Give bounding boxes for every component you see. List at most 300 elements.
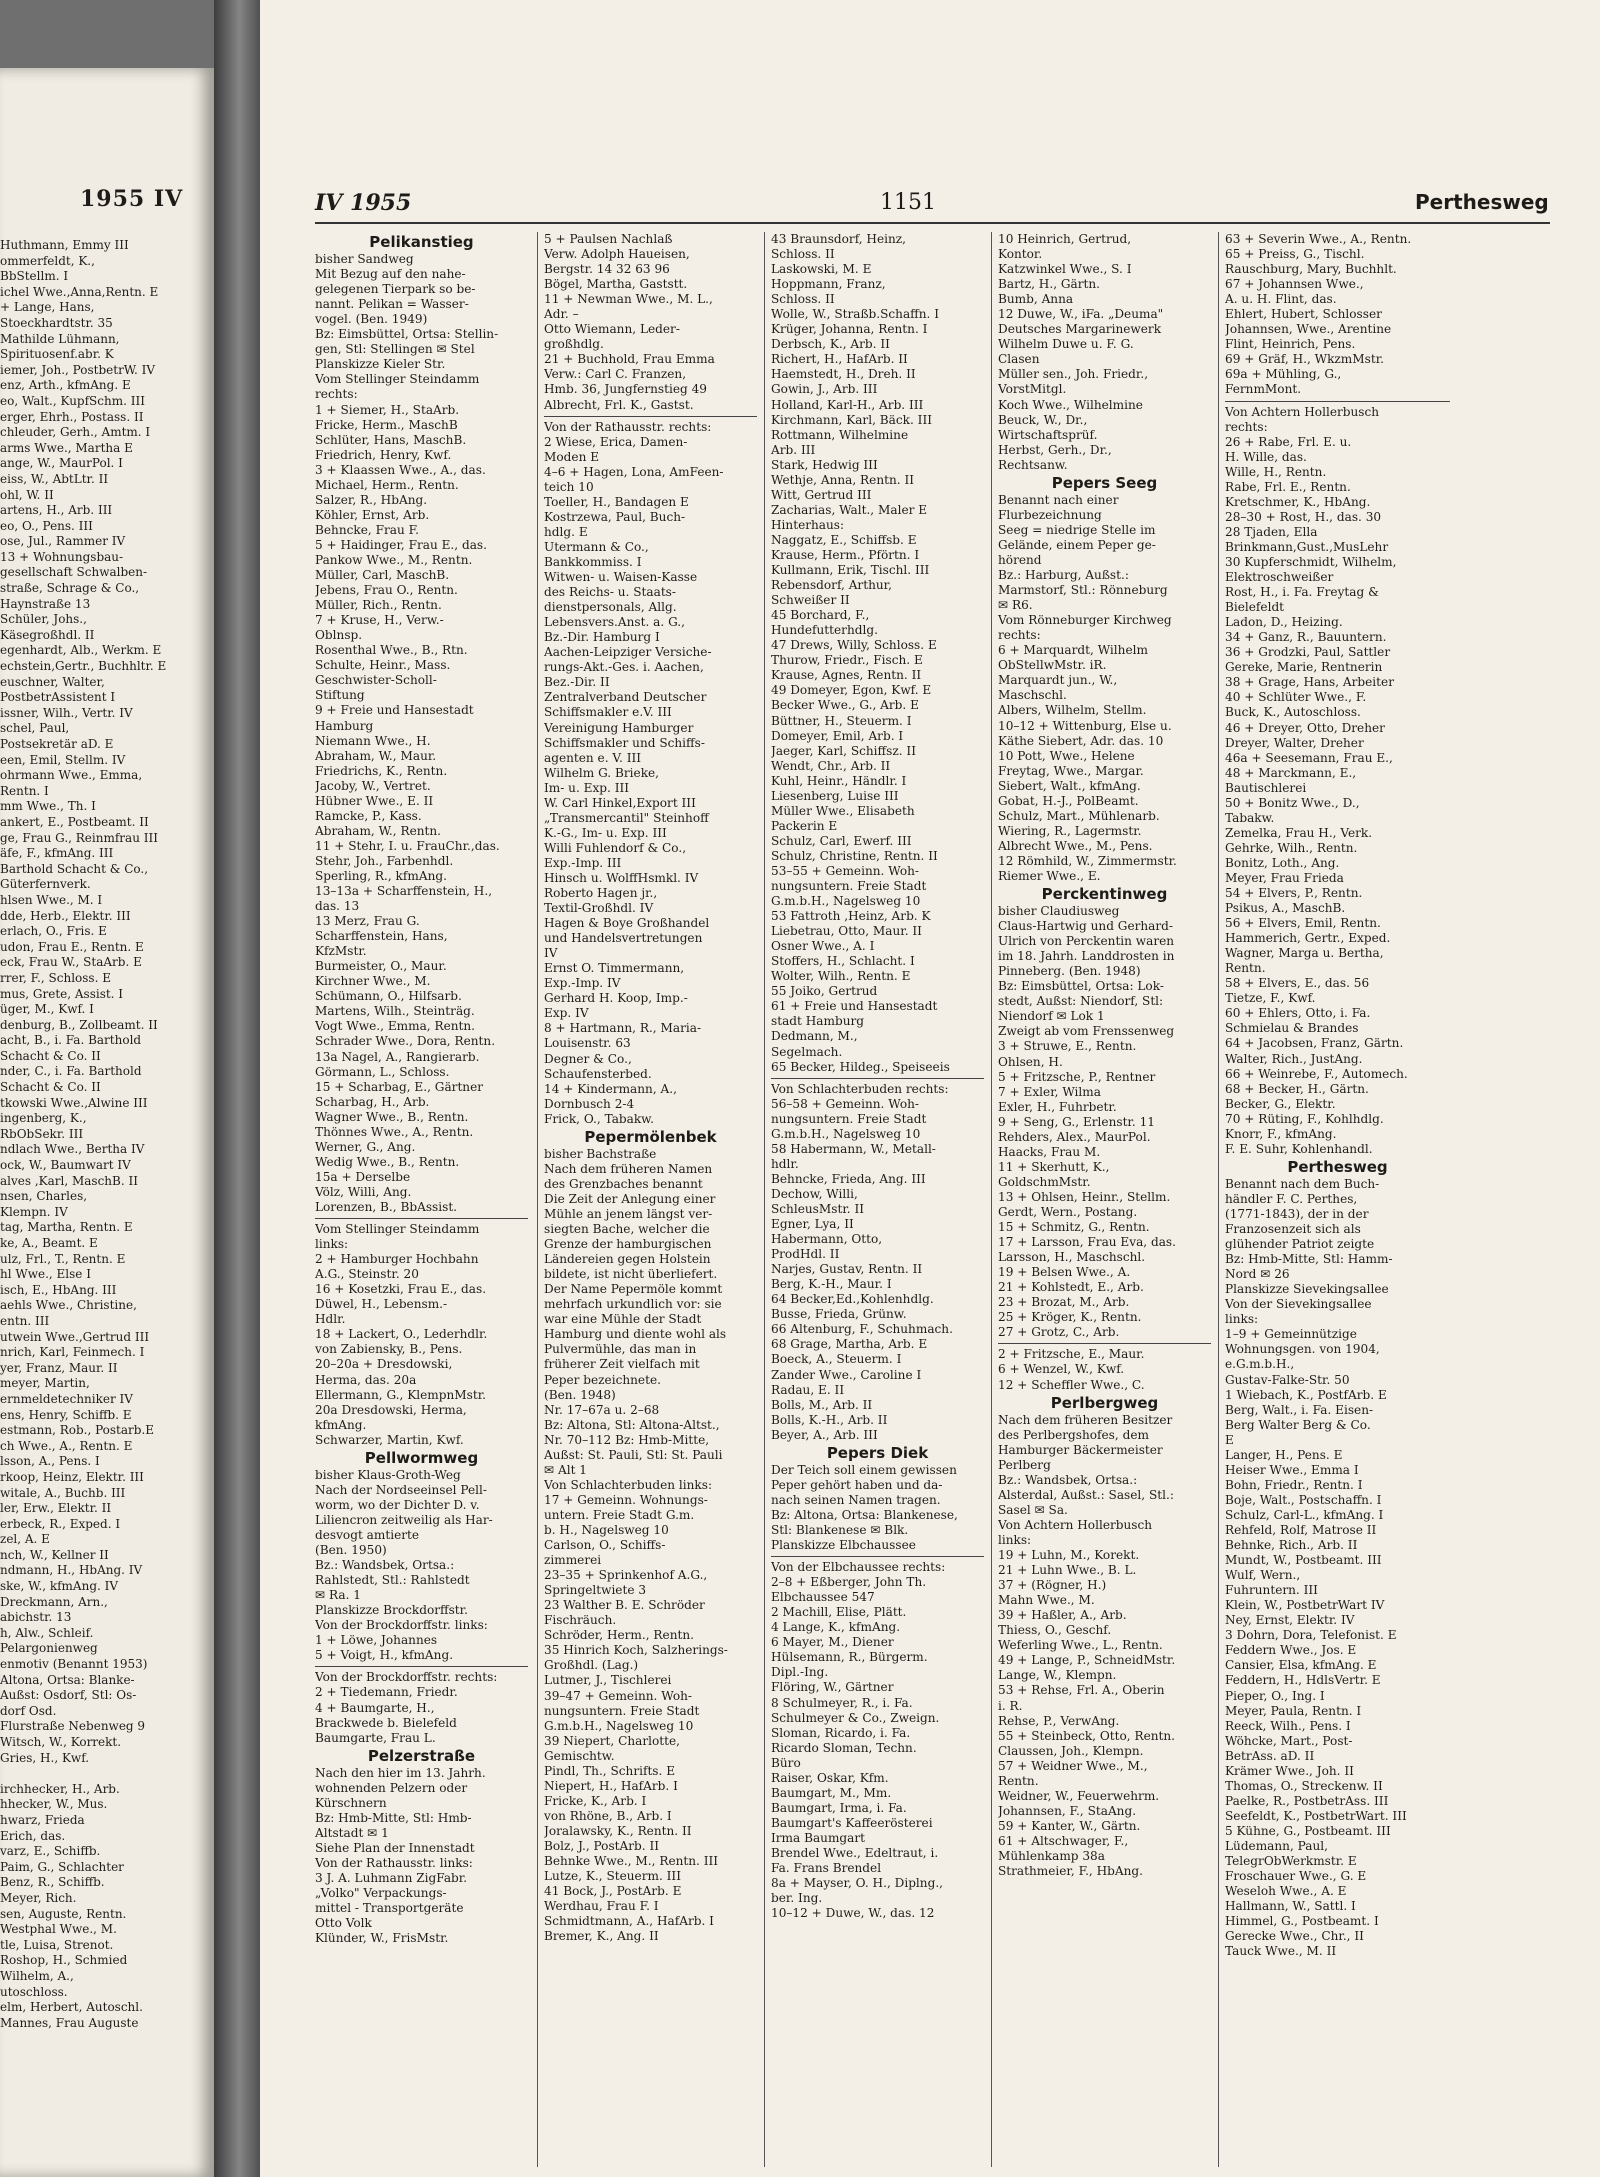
directory-entry: 68 + Becker, H., Gärtn. bbox=[1225, 1081, 1369, 1096]
directory-entry: Rehfeld, Rolf, Matrose II bbox=[1225, 1522, 1377, 1537]
left-page-line: elm, Herbert, Autoschl. bbox=[0, 2000, 143, 2015]
directory-entry: Bez.-Dir. II bbox=[544, 675, 610, 690]
directory-entry: Seeg = niedrige Stelle im bbox=[998, 522, 1156, 537]
directory-entry: Irma Baumgart bbox=[771, 1830, 866, 1845]
directory-entry: Ulrich von Perckentin waren bbox=[998, 934, 1175, 949]
left-page-line: dorf Osd. bbox=[0, 1703, 57, 1718]
directory-entry: Elbchaussee 547 bbox=[771, 1590, 875, 1605]
directory-entry: Büro bbox=[771, 1755, 801, 1770]
directory-entry: Raiser, Oskar, Kfm. bbox=[771, 1770, 889, 1785]
directory-entry: Schlüter, Hans, MaschB. bbox=[315, 432, 467, 447]
directory-entry: 2–8 + Eßberger, John Th. bbox=[771, 1575, 927, 1590]
directory-entry: Nr. 17–67a u. 2–68 bbox=[544, 1402, 660, 1417]
directory-entry: Hammerich, Gertr., Exped. bbox=[1225, 931, 1391, 946]
left-page-line: erger, Ehrh., Postass. II bbox=[0, 409, 144, 424]
directory-entry: Scharbag, H., Arb. bbox=[315, 1094, 430, 1109]
directory-entry: (1771-1843), der in der bbox=[1225, 1207, 1369, 1221]
left-page-line: eo, O., Pens. III bbox=[0, 518, 93, 533]
directory-entry: Lutze, K., Steuerm. III bbox=[544, 1869, 681, 1884]
directory-entry: 39 Niepert, Charlotte, bbox=[544, 1733, 680, 1748]
directory-entry: Stl: Blankenese ✉ Blk. bbox=[771, 1522, 909, 1537]
book-gutter bbox=[214, 0, 260, 2177]
left-page-line: straße, Schrage & Co., bbox=[0, 581, 140, 596]
directory-entry: 34 + Ganz, R., Bauuntern. bbox=[1225, 630, 1387, 645]
directory-entry: nungsuntern. Freie Stadt bbox=[771, 879, 927, 894]
directory-entry: 23 Walther B. E. Schröder bbox=[544, 1598, 705, 1613]
directory-entry: und Handelsvertretungen bbox=[544, 931, 703, 946]
directory-entry: Düwel, H., Lebensm.- bbox=[315, 1297, 448, 1312]
directory-entry: Von Achtern Hollerbusch bbox=[1225, 404, 1380, 419]
directory-entry: 39 + Haßler, A., Arb. bbox=[998, 1608, 1127, 1623]
directory-entry: Rabe, Frl. E., Rentn. bbox=[1225, 479, 1351, 494]
directory-entry: Jebens, Frau O., Rentn. bbox=[315, 583, 458, 598]
directory-entry: Werdhau, Frau F. I bbox=[544, 1899, 659, 1914]
directory-entry: 2 + Fritzsche, E., Maur. bbox=[998, 1347, 1145, 1362]
directory-entry: Dechow, Willi, bbox=[771, 1186, 858, 1201]
directory-entry: 69 + Gräf, H., WkzmMstr. bbox=[1225, 352, 1385, 367]
directory-entry: des Grenzbaches benannt bbox=[544, 1176, 703, 1191]
directory-entry: agenten e. V. III bbox=[544, 750, 642, 765]
left-page-line: Meyer, Rich. bbox=[0, 1890, 77, 1905]
directory-entry: 11 + Newman Wwe., M. L., bbox=[544, 292, 713, 307]
left-page-line: Witsch, W., Korrekt. bbox=[0, 1735, 122, 1749]
directory-entry: Bz: Hmb-Mitte, Stl: Hmb- bbox=[315, 1810, 472, 1825]
directory-entry: links: bbox=[1225, 1312, 1259, 1327]
directory-entry: Schulz, Mart., Mühlenarb. bbox=[998, 808, 1160, 823]
left-page-line: eck, Frau W., StaArb. E bbox=[0, 955, 142, 970]
left-page-line: 13 + Wohnungsbau- bbox=[0, 549, 124, 564]
left-page-line: Wilhelm, A., bbox=[0, 1968, 74, 1983]
left-page-line: hhecker, W., Mus. bbox=[0, 1797, 108, 1812]
directory-entry: Bremer, K., Ang. II bbox=[544, 1929, 659, 1944]
directory-entry: Haemstedt, H., Dreh. II bbox=[771, 367, 916, 382]
directory-entry: Thurow, Friedr., Fisch. E bbox=[771, 653, 923, 668]
directory-entry: Kullmann, Erik, Tischl. III bbox=[771, 563, 930, 578]
directory-entry: früherer Zeit vielfach mit bbox=[544, 1357, 700, 1372]
left-page-line: irchhecker, H., Arb. bbox=[0, 1781, 120, 1796]
directory-entry: Wolle, W., Straßb.Schaffn. I bbox=[771, 307, 940, 322]
directory-entry: Rebensdorf, Arthur, bbox=[771, 578, 892, 593]
directory-entry: Weidner, W., Feuerwehrm. bbox=[998, 1788, 1160, 1803]
directory-entry: Gowin, J., Arb. III bbox=[771, 382, 878, 397]
directory-entry: GoldschmMstr. bbox=[998, 1174, 1091, 1189]
directory-entry: Perlberg bbox=[998, 1457, 1051, 1472]
directory-entry: Ernst O. Timmermann, bbox=[544, 961, 685, 976]
left-page-line: zel, A. E bbox=[0, 1532, 50, 1547]
directory-entry: Witwen- u. Waisen-Kasse bbox=[544, 570, 698, 585]
directory-entry: Weferling Wwe., L., Rentn. bbox=[998, 1638, 1163, 1653]
directory-entry: 2 Wiese, Erica, Damen- bbox=[544, 434, 688, 449]
directory-entry: Riemer Wwe., E. bbox=[998, 868, 1101, 883]
directory-entry: Nord ✉ 26 bbox=[1225, 1267, 1290, 1282]
directory-entry: 57 + Weidner Wwe., M., bbox=[998, 1758, 1148, 1773]
directory-entry: Nach dem früheren Namen bbox=[544, 1161, 713, 1176]
directory-entry: Abraham, W., Maur. bbox=[315, 748, 437, 763]
directory-entry: Verw.: Carl C. Franzen, bbox=[544, 367, 687, 382]
directory-entry: „Volko" Verpackungs- bbox=[315, 1886, 447, 1901]
section-separator bbox=[1225, 401, 1450, 402]
directory-entry: 13 + Ohlsen, Heinr., Stellm. bbox=[998, 1189, 1171, 1204]
directory-entry: Ellermann, G., KlempnMstr. bbox=[315, 1387, 487, 1402]
directory-entry: Der Name Pepermöle kommt bbox=[544, 1282, 723, 1297]
directory-entry: TelegrObWerkmstr. E bbox=[1225, 1854, 1357, 1869]
directory-entry: Bolls, K.-H., Arb. II bbox=[771, 1412, 888, 1427]
directory-entry: Ramcke, P., Kass. bbox=[315, 808, 422, 823]
left-page-line: + Lange, Hans, bbox=[0, 300, 95, 315]
directory-entry: 61 + Altschwager, F., bbox=[998, 1833, 1129, 1848]
directory-entry: Von Schlachterbuden links: bbox=[544, 1477, 713, 1492]
directory-entry: Brendel Wwe., Edeltraut, i. bbox=[771, 1845, 939, 1860]
directory-entry: 66 + Weinrebe, F., Automech. bbox=[1225, 1066, 1408, 1081]
left-page-line: ock, W., Baumwart IV bbox=[0, 1158, 131, 1173]
directory-entry: Von der Rathausstr. rechts: bbox=[544, 419, 712, 434]
directory-entry: Wethje, Anna, Rentn. II bbox=[771, 472, 914, 487]
directory-entry: Clasen bbox=[998, 352, 1040, 367]
directory-entry: Hagen & Boye Großhandel bbox=[544, 916, 710, 931]
left-page-line: varz, E., Schiffb. bbox=[0, 1844, 101, 1859]
directory-entry: 5 + Fritzsche, P., Rentner bbox=[998, 1069, 1156, 1084]
directory-entry: Hoppmann, Franz, bbox=[771, 277, 886, 292]
directory-entry: stadt Hamburg bbox=[771, 1014, 865, 1029]
directory-entry: wohnenden Pelzern oder bbox=[315, 1780, 468, 1795]
directory-entry: 1 + Löwe, Johannes bbox=[315, 1633, 438, 1648]
directory-entry: 21 + Buchhold, Frau Emma bbox=[544, 352, 715, 367]
directory-entry: Bartz, H., Gärtn. bbox=[998, 277, 1101, 292]
directory-entry: ✉ R6. bbox=[998, 598, 1033, 613]
directory-entry: 23 + Brozat, M., Arb. bbox=[998, 1295, 1130, 1310]
directory-entry: Vom Stellinger Steindamm bbox=[315, 1222, 480, 1237]
left-page-line: äfe, F., kfmAng. III bbox=[0, 846, 114, 861]
directory-entry: glühender Patriot zeigte bbox=[1225, 1237, 1375, 1252]
directory-entry: Hamburg und diente wohl als bbox=[544, 1327, 727, 1342]
directory-entry: Schloss. II bbox=[771, 292, 835, 307]
directory-entry: Koch Wwe., Wilhelmine bbox=[998, 397, 1143, 412]
left-page-line: ohl, W. II bbox=[0, 487, 54, 502]
directory-entry: 15 + Scharbag, E., Gärtner bbox=[315, 1079, 484, 1094]
directory-entry: Gelände, einem Peper ge- bbox=[998, 537, 1156, 552]
column-divider bbox=[1218, 232, 1219, 2167]
directory-entry: Liesenberg, Luise III bbox=[771, 788, 899, 803]
directory-entry: rechts: bbox=[998, 628, 1041, 643]
directory-entry: 53 Fattroth ,Heinz, Arb. K bbox=[771, 909, 931, 924]
directory-entry: 27 + Grotz, C., Arb. bbox=[998, 1325, 1120, 1340]
directory-entry: Behnke, Rich., Arb. II bbox=[1225, 1538, 1358, 1553]
directory-entry: nach seinen Namen tragen. bbox=[771, 1492, 941, 1507]
directory-entry: stedt, Außst: Niendorf, Stl: bbox=[998, 994, 1164, 1009]
left-page-line: h, Alw., Schleif. bbox=[0, 1625, 94, 1640]
left-page-line: udon, Frau E., Rentn. E bbox=[0, 939, 144, 954]
directory-entry: Schweißer II bbox=[771, 593, 850, 608]
left-page-line: witale, A., Buchb. III bbox=[0, 1485, 126, 1500]
directory-entry: Baumgart's Kaffeerösterei bbox=[771, 1815, 933, 1830]
directory-entry: 23–35 + Sprinkenhof A.G., bbox=[544, 1568, 708, 1583]
directory-entry: Krause, Agnes, Rentn. II bbox=[771, 668, 922, 683]
left-page-line: Mathilde Lühmann, bbox=[0, 331, 120, 346]
directory-entry: Bankkommiss. I bbox=[544, 554, 642, 569]
directory-entry: Berg, Walt., i. Fa. Eisen- bbox=[1225, 1402, 1374, 1417]
directory-entry: Joralawsky, K., Rentn. II bbox=[544, 1823, 692, 1838]
directory-entry: 16 + Kosetzki, Frau E., das. bbox=[315, 1282, 487, 1297]
directory-entry: Kirchmann, Karl, Bäck. III bbox=[771, 412, 932, 427]
directory-entry: ObStellwMstr. iR. bbox=[998, 658, 1107, 673]
directory-entry: 40 + Schlüter Wwe., F. bbox=[1225, 690, 1367, 705]
directory-column-2 bbox=[544, 232, 757, 2172]
directory-entry: 70 + Rüting, F., Kohlhdlg. bbox=[1225, 1111, 1384, 1126]
left-page-line: eiss, W., AbtLtr. II bbox=[0, 471, 109, 486]
directory-entry: A.G., Steinstr. 20 bbox=[315, 1267, 419, 1282]
directory-column-3 bbox=[771, 232, 984, 2172]
directory-entry: Louisenstr. 63 bbox=[544, 1036, 631, 1051]
directory-entry: Vom Stellinger Steindamm bbox=[315, 372, 480, 387]
directory-entry: nungsuntern. Freie Stadt bbox=[544, 1703, 700, 1718]
left-page-line: nder, C., i. Fa. Barthold bbox=[0, 1064, 142, 1079]
directory-entry: Großhdl. (Lag.) bbox=[544, 1658, 639, 1673]
directory-entry: Nach der Nordseeinsel Pell- bbox=[315, 1482, 487, 1497]
left-page-header: 1955 IV bbox=[80, 186, 184, 212]
directory-entry: G.m.b.H., Nagelsweg 10 bbox=[544, 1718, 694, 1733]
directory-entry: Wedig Wwe., B., Rentn. bbox=[315, 1154, 460, 1169]
left-page-line: egenhardt, Alb., Werkm. E bbox=[0, 643, 162, 658]
directory-entry: Schiffsmakler e.V. III bbox=[544, 705, 672, 720]
directory-entry: Freytag, Wwe., Margar. bbox=[998, 763, 1144, 778]
directory-entry: 6 Mayer, M., Diener bbox=[771, 1635, 894, 1650]
directory-entry: Albrecht Wwe., M., Pens. bbox=[998, 838, 1153, 853]
directory-entry: 14 + Kindermann, A., bbox=[544, 1081, 677, 1096]
directory-entry: Stoffers, H., Schlacht. I bbox=[771, 954, 915, 969]
directory-entry: ✉ Ra. 1 bbox=[315, 1588, 361, 1603]
directory-entry: Claus-Hartwig und Gerhard- bbox=[998, 919, 1173, 934]
left-page-line: een, Emil, Stellm. IV bbox=[0, 752, 126, 767]
directory-entry: Fa. Frans Brendel bbox=[771, 1861, 882, 1876]
left-page-line: meyer, Martin, bbox=[0, 1376, 90, 1391]
left-page-line: ohrmann Wwe., Emma, bbox=[0, 768, 143, 783]
directory-entry: Bergstr. 14 32 63 96 bbox=[544, 262, 670, 277]
directory-entry: Boje, Walt., Postschaffn. I bbox=[1225, 1492, 1382, 1507]
directory-entry: großhdlg. bbox=[544, 337, 604, 352]
left-page-line: estmann, Rob., Postarb.E bbox=[0, 1423, 155, 1438]
directory-entry: Nach dem früheren Besitzer bbox=[998, 1412, 1173, 1427]
directory-entry: Adr. – bbox=[544, 307, 579, 322]
directory-entry: 67 + Johannsen Wwe., bbox=[1225, 277, 1364, 292]
directory-entry: Dipl.-Ing. bbox=[771, 1665, 829, 1680]
directory-entry: Jaeger, Karl, Schiffsz. II bbox=[771, 743, 916, 758]
directory-entry: Behncke, Frieda, Ang. III bbox=[771, 1171, 926, 1186]
directory-entry: 30 Kupferschmidt, Wilhelm, bbox=[1225, 554, 1397, 569]
directory-entry: Krause, Herm., Pförtn. I bbox=[771, 547, 920, 562]
directory-entry: Schröder, Herm., Rentn. bbox=[544, 1628, 694, 1643]
directory-entry: Köhler, Ernst, Arb. bbox=[315, 507, 430, 522]
directory-entry: Bautischlerei bbox=[1225, 780, 1307, 795]
directory-entry: Bumb, Anna bbox=[998, 292, 1074, 307]
directory-entry: Käthe Siebert, Adr. das. 10 bbox=[998, 733, 1164, 748]
directory-entry: 10 Pott, Wwe., Helene bbox=[998, 748, 1135, 763]
directory-entry: Sasel ✉ Sa. bbox=[998, 1502, 1068, 1517]
directory-entry: Liebetrau, Otto, Maur. II bbox=[771, 924, 922, 939]
main-page bbox=[260, 0, 1600, 2177]
directory-entry: Wohnungsgen. von 1904, bbox=[1225, 1342, 1380, 1357]
left-page-line: ose, Jul., Rammer IV bbox=[0, 534, 126, 549]
directory-entry: 3 + Klaassen Wwe., A., das. bbox=[315, 462, 486, 477]
directory-entry: Salzer, R., HbAng. bbox=[315, 492, 428, 507]
directory-entry: siegten Bache, welcher die bbox=[544, 1222, 710, 1237]
directory-entry: Herma, das. 20a bbox=[315, 1372, 417, 1387]
directory-entry: Wöhcke, Mart., Post- bbox=[1225, 1733, 1353, 1748]
directory-entry: Feddern, H., HdlsVertr. E bbox=[1225, 1673, 1381, 1688]
directory-entry: Schloss. II bbox=[771, 247, 835, 262]
directory-entry: Pieper, O., Ing. I bbox=[1225, 1688, 1325, 1703]
directory-entry: 11 + Skerhutt, K., bbox=[998, 1159, 1110, 1174]
directory-entry: vogel. (Ben. 1949) bbox=[315, 312, 428, 327]
column-divider bbox=[537, 232, 538, 2167]
section-separator bbox=[315, 1218, 528, 1219]
directory-entry: Müller, Carl, MaschB. bbox=[315, 568, 450, 583]
directory-entry: 65 Becker, Hildeg., Speiseeis bbox=[771, 1059, 950, 1074]
directory-entry: Behncke, Frau F. bbox=[315, 522, 419, 537]
directory-entry: 2 + Hamburger Hochbahn bbox=[315, 1252, 479, 1267]
directory-entry: Bz.: Wandsbek, Ortsa.: bbox=[315, 1558, 455, 1573]
directory-entry: Planskizze Sievekingsallee bbox=[1225, 1282, 1389, 1297]
directory-entry: Brackwede b. Bielefeld bbox=[315, 1715, 457, 1730]
left-page-line: artens, H., Arb. III bbox=[0, 503, 113, 518]
directory-entry: Otto Volk bbox=[315, 1916, 372, 1931]
directory-entry: Gerdt, Wern., Postang. bbox=[998, 1205, 1138, 1219]
left-page-line: tkowski Wwe.,Alwine III bbox=[0, 1095, 148, 1110]
directory-entry: Gustav-Falke-Str. 50 bbox=[1225, 1372, 1350, 1387]
left-page-line: mus, Grete, Assist. I bbox=[0, 986, 124, 1001]
directory-entry: Wiering, R., Lagermstr. bbox=[998, 823, 1142, 838]
directory-entry: Mühlenkamp 38a bbox=[998, 1848, 1105, 1863]
directory-entry: Elektroschweißer bbox=[1225, 570, 1334, 585]
directory-entry: Strathmeier, F., HbAng. bbox=[998, 1864, 1144, 1879]
directory-entry: Gobat, H.-J., PolBeamt. bbox=[998, 793, 1139, 808]
left-page-line: erbeck, R., Exped. I bbox=[0, 1516, 121, 1531]
directory-entry: Ohlsen, H. bbox=[998, 1054, 1063, 1069]
directory-entry: W. Carl Hinkel,Export III bbox=[544, 795, 696, 810]
left-page-line: isch, E., HbAng. III bbox=[0, 1282, 117, 1297]
directory-entry: bisher Klaus-Groth-Weg bbox=[315, 1467, 461, 1482]
directory-entry: Claussen, Joh., Klempn. bbox=[998, 1743, 1144, 1758]
left-page-line: Rentn. I bbox=[0, 783, 49, 798]
street-heading: Pepers Diek bbox=[826, 1443, 929, 1462]
directory-entry: Zander Wwe., Caroline I bbox=[771, 1367, 922, 1382]
directory-entry: 39–47 + Gemeinn. Woh- bbox=[544, 1688, 692, 1703]
directory-entry: 5 + Paulsen Nachlaß bbox=[544, 232, 673, 246]
directory-entry: „Transmercantil" Steinhoff bbox=[544, 810, 709, 825]
directory-column-1 bbox=[315, 232, 528, 2172]
directory-entry: Kretschmer, K., HbAng. bbox=[1225, 494, 1371, 509]
directory-entry: 66 Altenburg, F., Schuhmach. bbox=[771, 1322, 953, 1337]
directory-entry: Zentralverband Deutscher bbox=[544, 690, 707, 705]
directory-entry: Meyer, Frau Frieda bbox=[1225, 870, 1344, 885]
directory-entry: Siebert, Walt., kfmAng. bbox=[998, 778, 1141, 793]
directory-entry: 15a + Derselbe bbox=[315, 1169, 411, 1184]
directory-entry: Rauschburg, Mary, Buchhlt. bbox=[1225, 262, 1397, 277]
directory-entry: Wulf, Wern., bbox=[1225, 1568, 1301, 1583]
directory-entry: Krüger, Johanna, Rentn. I bbox=[771, 322, 928, 337]
directory-entry: 3 Dohrn, Dora, Telefonist. E bbox=[1225, 1628, 1397, 1643]
left-page-line: Altona, Ortsa: Blanke- bbox=[0, 1672, 135, 1687]
left-page-line: Benz, R., Schiffb. bbox=[0, 1875, 105, 1890]
directory-entry: KfzMstr. bbox=[315, 944, 367, 959]
section-separator bbox=[771, 1078, 984, 1079]
left-page-line: Außst: Osdorf, Stl: Os- bbox=[0, 1688, 137, 1703]
directory-entry: Bz: Eimsbüttel, Ortsa: Stellin- bbox=[315, 327, 499, 342]
directory-entry: Müller Wwe., Elisabeth bbox=[771, 803, 915, 818]
directory-entry: Mahn Wwe., M. bbox=[998, 1593, 1095, 1608]
directory-entry: Degner & Co., bbox=[544, 1051, 632, 1066]
directory-entry: Zacharias, Walt., Maler E bbox=[771, 502, 928, 517]
left-page-line: utoschloss. bbox=[0, 1984, 68, 1999]
directory-entry: Vereinigung Hamburger bbox=[544, 720, 694, 735]
left-page-line: ingenberg, K., bbox=[0, 1111, 87, 1126]
directory-entry: Friedrichs, K., Rentn. bbox=[315, 763, 448, 778]
directory-entry: Kostrzewa, Paul, Buch- bbox=[544, 509, 686, 524]
directory-entry: Außst: St. Pauli, Stl: St. Pauli bbox=[544, 1447, 723, 1462]
directory-entry: Benannt nach einer bbox=[998, 492, 1119, 507]
directory-entry: Thiess, O., Geschf. bbox=[998, 1623, 1112, 1638]
directory-entry: Fricke, Herm., MaschB bbox=[315, 417, 458, 432]
directory-entry: Verw. Adolph Haueisen, bbox=[544, 247, 690, 262]
directory-entry: Bz.: Harburg, Außst.: bbox=[998, 568, 1129, 583]
directory-entry: (Ben. 1948) bbox=[544, 1387, 616, 1402]
directory-entry: Rehse, P., VerwAng. bbox=[998, 1713, 1120, 1728]
directory-entry: Langer, H., Pens. E bbox=[1225, 1447, 1343, 1462]
directory-entry: Klünder, W., FrisMstr. bbox=[315, 1931, 449, 1946]
directory-entry: Wilhelm G. Brieke, bbox=[544, 765, 660, 780]
directory-entry: Rechtsanw. bbox=[998, 457, 1068, 472]
directory-entry: Albrecht, Frl. K., Gastst. bbox=[544, 397, 694, 412]
directory-entry: 5 Kühne, G., Postbeamt. III bbox=[1225, 1823, 1391, 1838]
directory-entry: 47 Drews, Willy, Schloss. E bbox=[771, 638, 937, 653]
directory-entry: IV bbox=[544, 946, 558, 961]
directory-entry: Kürschnern bbox=[315, 1795, 387, 1810]
directory-entry: Bohn, Friedr., Rentn. I bbox=[1225, 1477, 1363, 1492]
directory-entry: 6 + Wenzel, W., Kwf. bbox=[998, 1362, 1125, 1377]
directory-entry: 11 + Stehr, I. u. FrauChr.,das. bbox=[315, 838, 500, 853]
left-page-line: hwarz, Frieda bbox=[0, 1812, 85, 1827]
directory-entry: untern. Freie Stadt G.m. bbox=[544, 1507, 695, 1522]
directory-entry: Vom Rönneburger Kirchweg bbox=[998, 613, 1172, 628]
directory-entry: Oblnsp. bbox=[315, 628, 363, 643]
directory-entry: Exp. IV bbox=[544, 1006, 589, 1021]
directory-entry: VorstMitgl. bbox=[998, 382, 1067, 397]
directory-entry: Busse, Frieda, Grünw. bbox=[771, 1307, 907, 1322]
directory-entry: Wille, H., Rentn. bbox=[1225, 464, 1327, 479]
left-page-line: ernmeldetechniker IV bbox=[0, 1391, 133, 1406]
directory-entry: Michael, Herm., Rentn. bbox=[315, 477, 459, 492]
directory-entry: Roberto Hagen jr., bbox=[544, 886, 658, 901]
section-separator bbox=[544, 416, 757, 417]
left-page-line: RbObSekr. III bbox=[0, 1126, 84, 1141]
left-page-line: entn. III bbox=[0, 1313, 50, 1328]
directory-entry: Schümann, O., Hilfsarb. bbox=[315, 989, 462, 1004]
left-page-line: issner, Wilh., Vertr. IV bbox=[0, 705, 133, 720]
directory-entry: bisher Sandweg bbox=[315, 252, 414, 267]
section-separator bbox=[315, 1666, 528, 1667]
directory-entry: Martens, Wilh., Steinträg. bbox=[315, 1004, 475, 1019]
directory-entry: das. 13 bbox=[315, 899, 360, 914]
directory-entry: Marmstorf, Stl.: Rönneburg bbox=[998, 583, 1168, 598]
directory-entry: Schaufensterbed. bbox=[544, 1066, 652, 1081]
directory-entry: Niemann Wwe., H. bbox=[315, 733, 431, 748]
directory-entry: Berg Walter Berg & Co. bbox=[1225, 1417, 1371, 1432]
directory-entry: 2 + Tiedemann, Friedr. bbox=[315, 1685, 458, 1700]
directory-entry: Wolter, Wilh., Rentn. E bbox=[771, 969, 911, 984]
directory-entry: Stiftung bbox=[315, 688, 365, 703]
directory-entry: Wilhelm Duwe u. F. G. bbox=[998, 337, 1134, 352]
directory-entry: Völz, Willi, Ang. bbox=[315, 1184, 412, 1199]
street-heading: Pelikanstieg bbox=[369, 233, 474, 251]
